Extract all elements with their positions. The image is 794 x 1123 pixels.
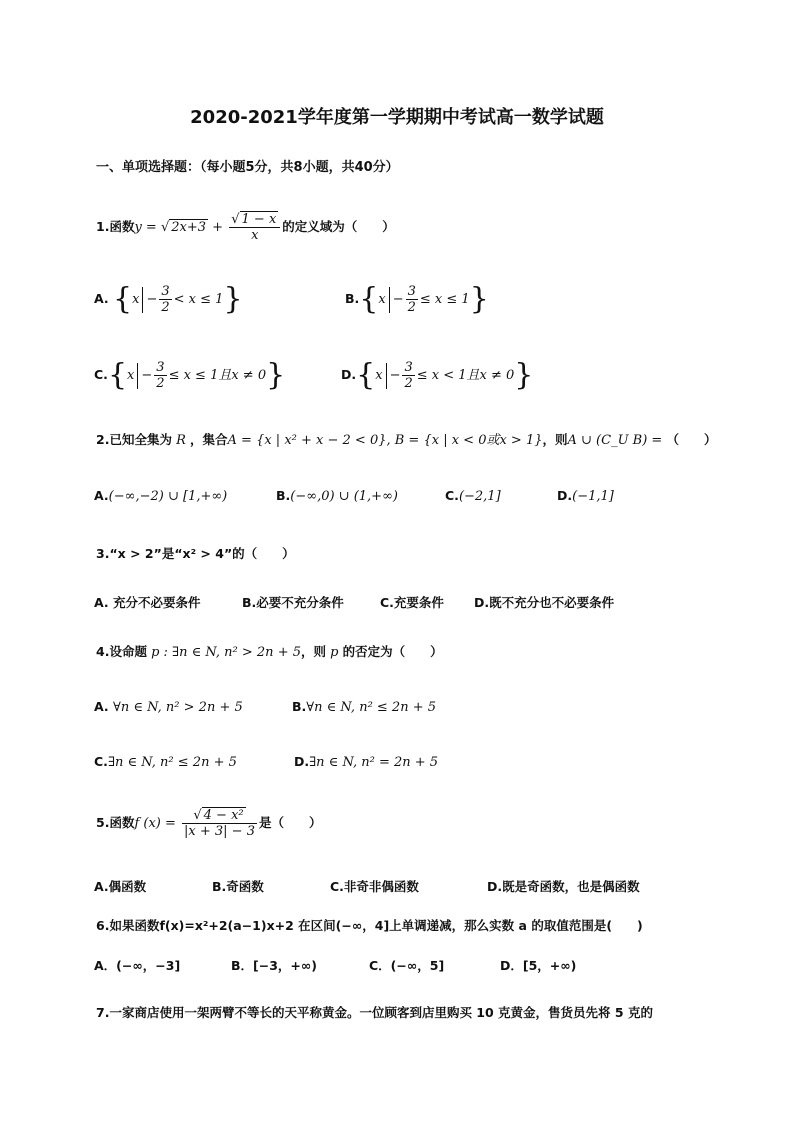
q2-option-b[interactable] [276,488,398,505]
question-1-stem: 1.函数y = √ 2x+3 + $\frac{√ 1 - x}{x}$ 的定义域为（ ） [96,212,395,243]
q5-lhs: f (x) = [134,816,181,831]
q2-a-val: (−∞,−2) ∪ [1,+∞) [108,489,228,504]
q2-universal: R [171,433,191,448]
q2-paren: （ ） [666,432,717,447]
q2-option-c[interactable] [445,488,501,505]
q4-c-label: C. [94,754,108,769]
q2-d-label: D. [557,488,573,503]
q1-frac-num: 1 − x [241,212,277,227]
q1-suffix: 的定义域为（ ） [282,219,395,234]
q1-b-den: 2 [407,300,416,315]
q3-stem-text: “x > 2”是“x² > 4”的（ ） [109,546,295,561]
q1-c-num: 3 [156,360,165,375]
q4-option-a[interactable] [94,699,243,716]
q4-mid: ，则 [301,644,327,659]
q1-prefix: 1.函数 [96,219,135,234]
q6-option-c[interactable]: C．(−∞，5] [369,958,445,973]
q4-option-d[interactable] [294,754,438,771]
q2-c-label: C. [445,488,459,503]
q1-option-a[interactable]: A. {x − $\frac{3}{2}$ < x ≤ 1} [94,281,243,317]
q4-option-c[interactable] [94,754,237,771]
q1-c-var: x [127,368,135,383]
q1-c-den: 2 [156,376,165,391]
q1-frac-den: x [251,228,259,243]
q1-d-den: 2 [404,376,413,391]
q1-a-den: 2 [161,300,170,315]
q4-prefix: 4.设命题 [96,644,147,659]
q4-d-label: D. [294,754,310,769]
question-6-stem: 6.如果函数f(x)=x²+2(a−1)x+2 在区间(−∞，4]上单调递减，那么实数 a 的取值范围是( ) [96,918,643,933]
q3-option-b[interactable]: B.必要不充分条件 [242,595,344,610]
q5-option-d[interactable]: D.既是奇函数，也是偶函数 [487,879,640,894]
q1-b-cond: ≤ x ≤ 1 [419,292,470,307]
q4-d-val: ∃n ∈ N, n² = 2n + 5 [309,755,439,770]
q5-option-a[interactable]: A.偶函数 [94,879,147,894]
q6-option-b[interactable]: B．[−3，+∞) [231,958,318,973]
q3-option-c[interactable]: C.充要条件 [380,595,444,610]
question-7-stem: 7.一家商店使用一架两臂不等长的天平称黄金。一位顾客到店里购买 10 克黄金，售货员先将 5 克的 [96,1005,653,1020]
q1-d-cond: ≤ x < 1且x ≠ 0 [416,368,515,383]
q1-a-var: x [132,292,140,307]
q5-prefix: 5.函数 [96,815,135,830]
q5-fraction: $\frac{\text{√ 4 − x²}}{|x + 3| - 3}$ [184,808,255,839]
q2-expr: A ∪ (C_U B) = [567,433,667,448]
q4-p: p [326,645,343,660]
question-2-stem [96,432,716,449]
q1-lhs: y = [134,220,161,235]
q3-option-a[interactable]: A. 充分不必要条件 [94,595,201,610]
q1-d-num: 3 [404,360,413,375]
question-5-stem [96,808,322,839]
q1-plus: + [208,220,228,235]
q2-option-d[interactable] [557,488,614,505]
q4-b-val: ∀n ∈ N, n² ≤ 2n + 5 [306,700,437,715]
exam-title: 2020-2021学年度第一学期期中考试高一数学试题 [190,107,604,128]
q5-num: 4 − x² [203,808,244,823]
q1-a-num: 3 [161,284,170,299]
q2-then: ，则 [542,432,568,447]
q2-d-val: (−1,1] [572,489,614,504]
question-4-stem [96,644,443,661]
q1-a-label: A. [94,291,109,306]
q3-option-d[interactable]: D.既不充分也不必要条件 [474,595,615,610]
q1-c-cond: ≤ x ≤ 1且x ≠ 0 [168,368,267,383]
q4-suffix: 的否定为（ ） [342,644,443,659]
q1-option-d[interactable]: D.{x − $\frac{3}{2}$ ≤ x < 1且x ≠ 0} [341,357,534,393]
question-3-stem [96,546,295,562]
q1-option-b[interactable]: B.{x − $\frac{3}{2}$ ≤ x ≤ 1} [345,281,489,317]
q5-option-c[interactable]: C.非奇非偶函数 [330,879,419,894]
q5-option-b[interactable]: B.奇函数 [212,879,264,894]
q1-d-var: x [375,368,383,383]
q6-option-a[interactable]: A．(−∞，−3] [94,958,181,973]
q4-b-label: B. [292,699,307,714]
q1-option-c[interactable]: C.{x − $\frac{3}{2}$ ≤ x ≤ 1且x ≠ 0} [94,357,286,393]
q1-d-label: D. [341,367,357,382]
q2-sets: A = {x | x² + x − 2 < 0}, B = {x | x < 0或x > 1} [227,433,543,448]
q3-prefix: 3. [96,546,110,561]
q4-prop: p : ∃n ∈ N, n² > 2n + 5 [146,645,301,660]
q1-root: 2x+3 [171,220,207,235]
q2-b-label: B. [276,488,291,503]
q1-fraction: $\frac{√ 1 - x}{x}$ [229,212,280,243]
section-heading: 一、单项选择题：（每小题5分，共8小题，共40分） [96,160,399,175]
q1-b-num: 3 [407,284,416,299]
q2-b-val: (−∞,0) ∪ (1,+∞) [290,489,398,504]
q1-a-cond: < x ≤ 1 [173,292,224,307]
q4-a-label: A. [94,699,109,714]
q4-c-val: ∃n ∈ N, n² ≤ 2n + 5 [107,755,237,770]
q2-a-label: A. [94,488,109,503]
q1-b-label: B. [345,291,360,306]
q5-den: |x + 3| − 3 [184,824,255,839]
q6-option-d[interactable]: D．[5，+∞) [500,958,577,973]
q5-suffix: 是（ ） [258,815,322,830]
q1-b-var: x [378,292,386,307]
q2-prefix: 2.已知全集为 [96,432,172,447]
q4-a-val: ∀n ∈ N, n² > 2n + 5 [113,700,243,715]
q4-option-b[interactable] [292,699,436,716]
q2-c-val: (−2,1] [458,489,501,504]
q1-c-label: C. [94,367,108,382]
q2-option-a[interactable] [94,488,227,505]
q2-mid: ，集合 [190,432,228,447]
